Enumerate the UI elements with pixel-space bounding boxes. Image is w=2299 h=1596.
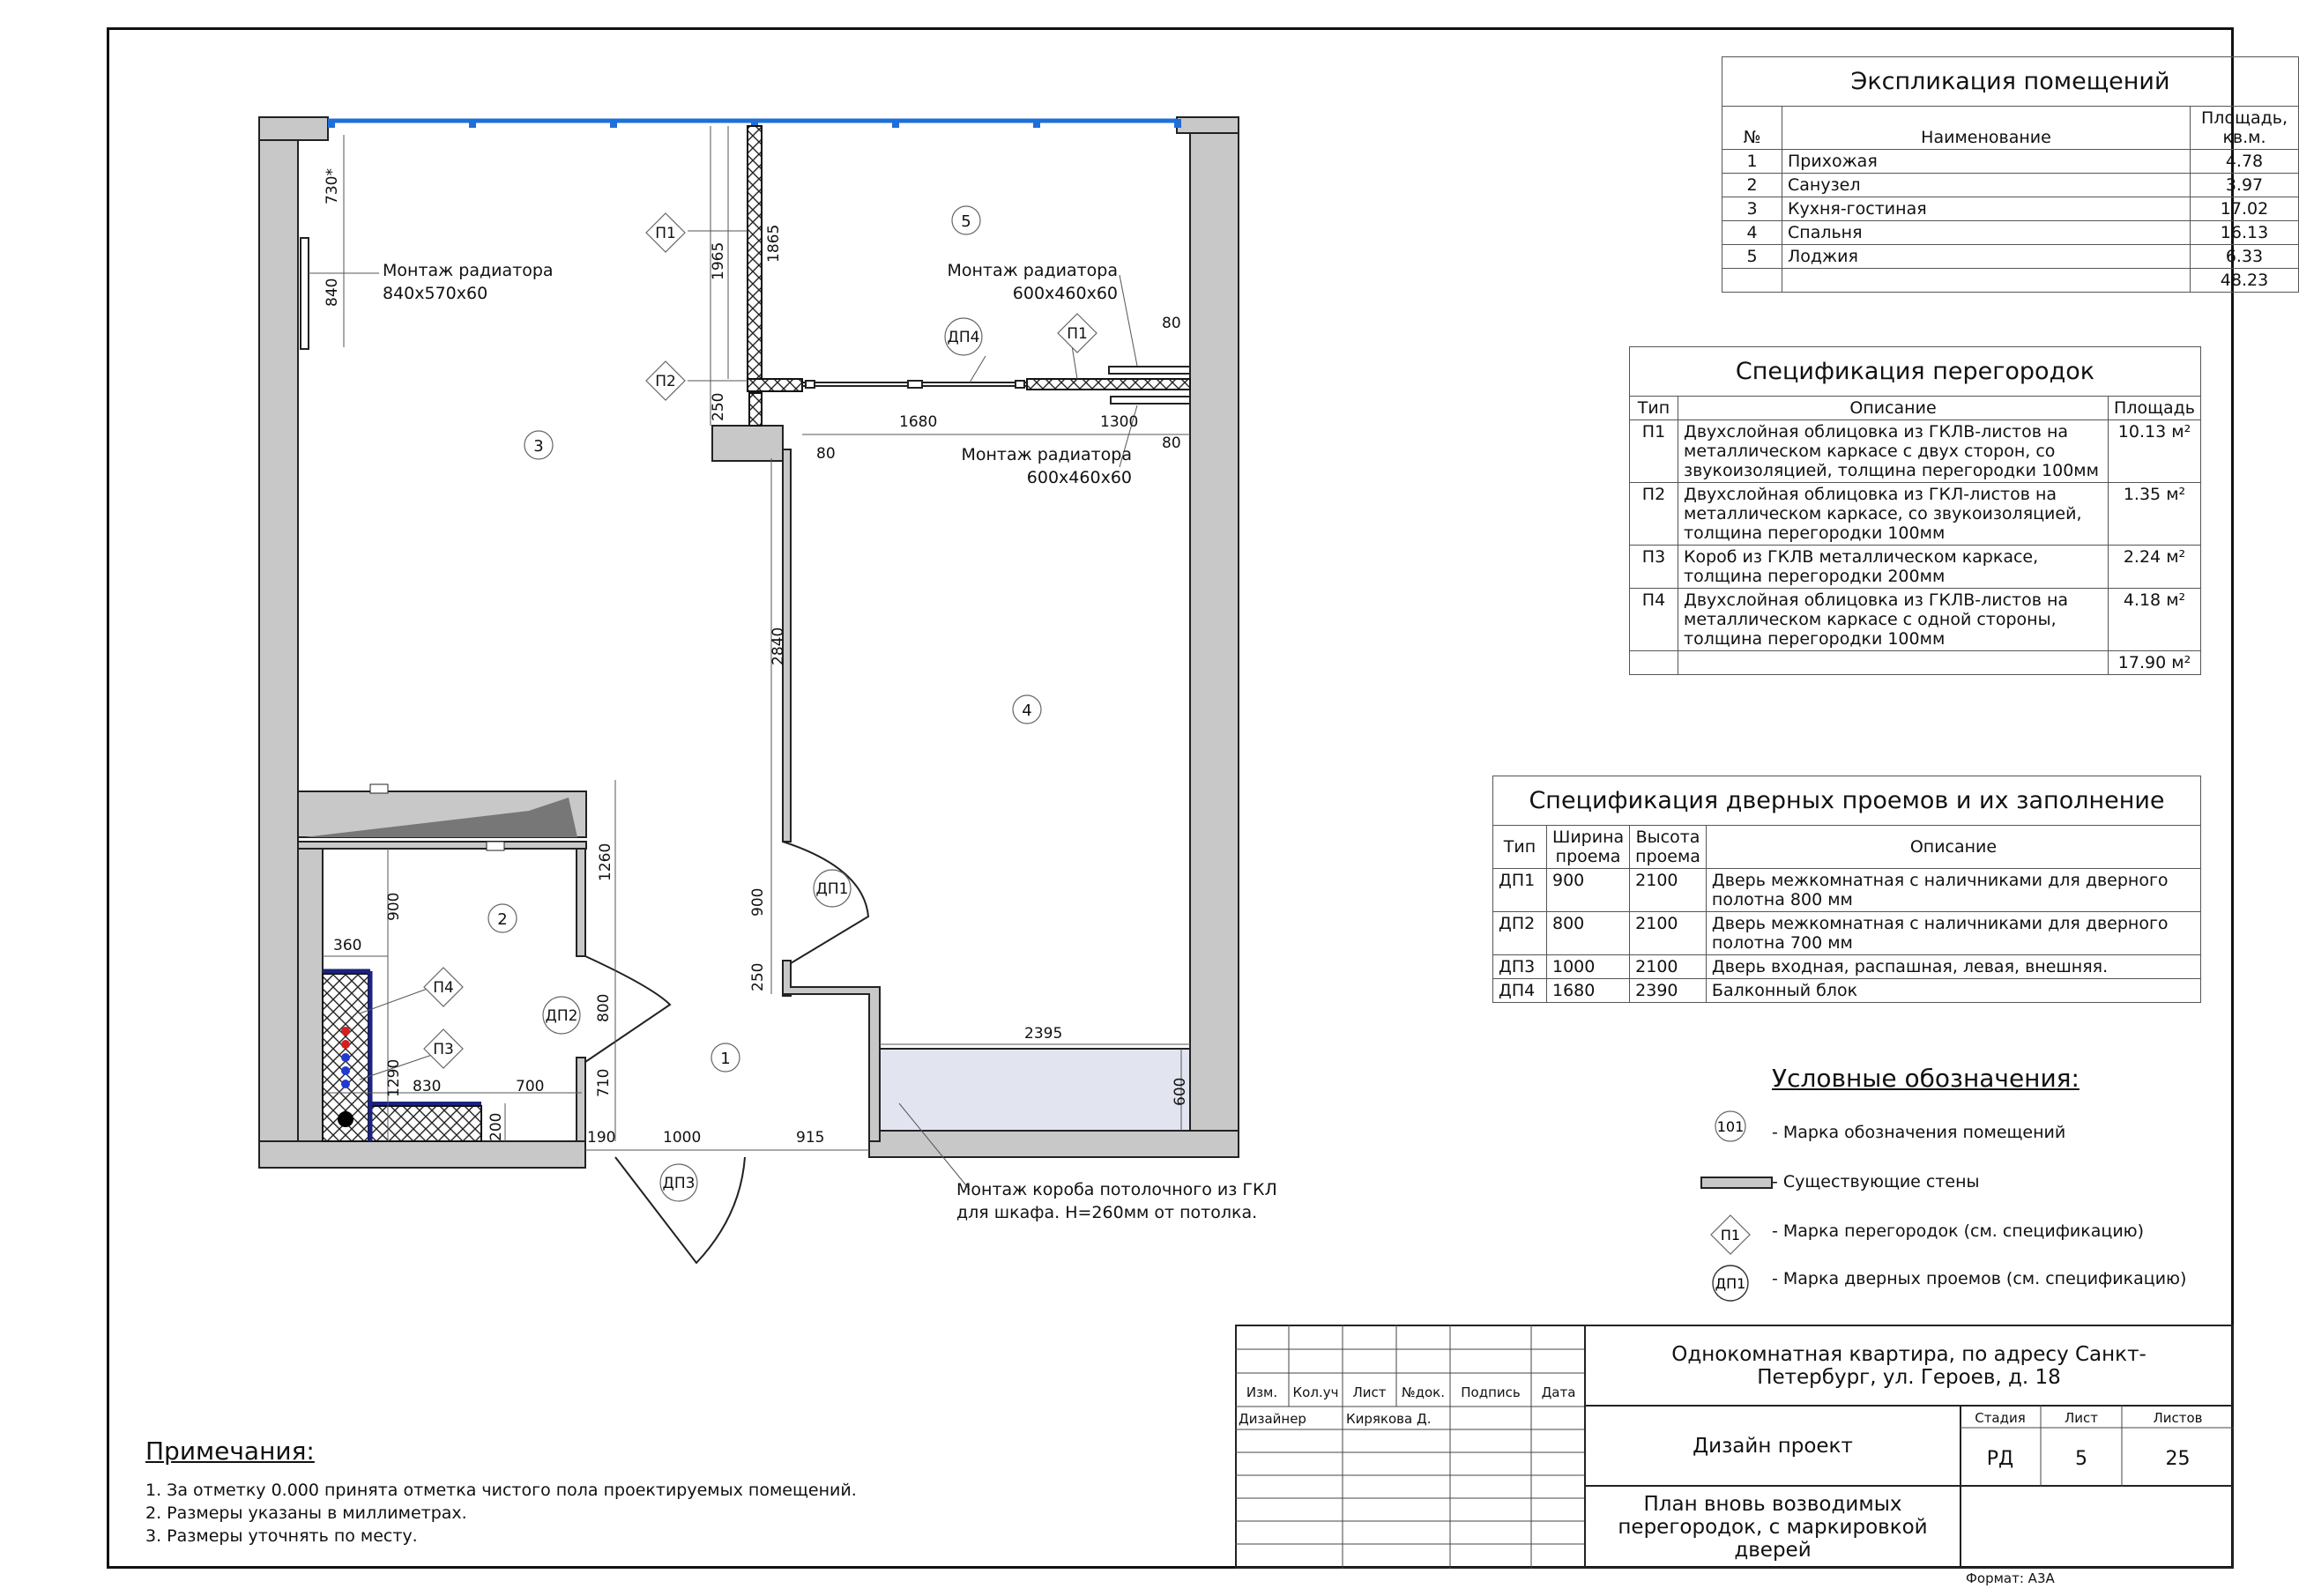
dim-840: 840 xyxy=(324,278,341,307)
partition-table-title: Спецификация перегородок xyxy=(1630,347,2201,397)
door-table-title: Спецификация дверных проемов и их заполнение xyxy=(1493,776,2201,826)
room-name: Санузел xyxy=(1782,174,2191,197)
room-area: 4.78 xyxy=(2191,150,2299,174)
room-mark-1: 1 xyxy=(720,1050,731,1068)
legend-partition-text: - Марка перегородок (см. спецификацию) xyxy=(1772,1221,2145,1241)
door-mark-dp3: ДП3 xyxy=(662,1175,696,1192)
door-width: 900 xyxy=(1547,869,1630,912)
room-name: Кухня-гостиная xyxy=(1782,197,2191,221)
stamp-designer-name: Кирякова Д. xyxy=(1346,1411,1432,1427)
table-row xyxy=(1493,955,2201,979)
part-col-desc: Описание xyxy=(1678,397,2109,420)
table-row xyxy=(1630,420,2201,483)
room-mark-2: 2 xyxy=(497,910,508,929)
table-row xyxy=(1722,174,2299,197)
legend-room-mark: 101 xyxy=(1716,1118,1745,1135)
dim-1300: 1300 xyxy=(1100,413,1139,431)
table-row xyxy=(1722,197,2299,221)
floor-plan xyxy=(0,0,1278,1304)
part-type: П2 xyxy=(1630,483,1678,546)
notes-title: Примечания: xyxy=(145,1436,315,1466)
table-row xyxy=(1722,221,2299,245)
room-no: 3 xyxy=(1722,197,1782,221)
table-row xyxy=(1493,912,2201,955)
stamp-sheet-title: План вновь возводимых перегородок, с маркировкой дверей xyxy=(1584,1485,1961,1569)
note-item: 2. Размеры указаны в миллиметрах. xyxy=(145,1503,467,1523)
stamp-col-date: Дата xyxy=(1541,1384,1576,1400)
dim-1965: 1965 xyxy=(710,241,727,280)
legend-wall-text: - Существующие стены xyxy=(1772,1172,1980,1191)
stamp-stage: РД xyxy=(1986,1448,2014,1470)
room-no: 1 xyxy=(1722,150,1782,174)
door-desc: Балконный блок xyxy=(1706,979,2200,1003)
door-width: 1680 xyxy=(1547,979,1630,1003)
door-mark-dp2: ДП2 xyxy=(545,1007,578,1025)
table-row xyxy=(1630,589,2201,651)
stamp-sheets: 25 xyxy=(2165,1448,2191,1470)
box-note-line1: Монтаж короба потолочного из ГКЛ xyxy=(956,1180,1277,1199)
table-row xyxy=(1722,245,2299,269)
dim-1290: 1290 xyxy=(385,1058,403,1097)
dim-1865: 1865 xyxy=(765,224,783,263)
stamp-stage-label: Стадия xyxy=(1975,1410,2026,1426)
stamp-col-list: Лист xyxy=(1352,1384,1387,1400)
room-explication-table xyxy=(1722,56,2299,293)
partition-mark-p3: П3 xyxy=(433,1041,454,1058)
door-type: ДП2 xyxy=(1493,912,1547,955)
dim-250-a: 250 xyxy=(710,392,727,421)
part-desc: Двухслойная облицовка из ГКЛВ-листов на металлическом каркасе с двух сторон, со звукоизоляцией, толщина перегородки 100мм xyxy=(1678,420,2109,483)
radiator-2-line1: Монтаж радиатора xyxy=(947,261,1118,280)
door-col-width: Ширина проема xyxy=(1547,826,1630,869)
room-no: 4 xyxy=(1722,221,1782,245)
dim-710: 710 xyxy=(595,1068,613,1097)
table-row xyxy=(1630,546,2201,589)
dim-800: 800 xyxy=(595,993,613,1022)
table-row xyxy=(1722,150,2299,174)
room-col-name: Наименование xyxy=(1782,107,2191,150)
room-col-no: № xyxy=(1722,107,1782,150)
radiator-1-line1: Монтаж радиатора xyxy=(383,261,554,280)
legend-door-mark: ДП1 xyxy=(1715,1275,1746,1292)
stamp-col-izm: Изм. xyxy=(1246,1384,1278,1400)
door-spec-table xyxy=(1492,776,2201,1003)
door-desc: Дверь межкомнатная с наличниками для дверного полотна 700 мм xyxy=(1706,912,2200,955)
door-mark-dp4: ДП4 xyxy=(947,329,980,346)
part-type: П4 xyxy=(1630,589,1678,651)
door-height: 2100 xyxy=(1630,955,1707,979)
dim-1000: 1000 xyxy=(663,1129,702,1147)
door-desc: Дверь межкомнатная с наличниками для дверного полотна 800 мм xyxy=(1706,869,2200,912)
table-row xyxy=(1493,979,2201,1003)
room-area: 16.13 xyxy=(2191,221,2299,245)
stamp-col-sign: Подпись xyxy=(1461,1384,1521,1400)
door-type: ДП4 xyxy=(1493,979,1547,1003)
room-no: 2 xyxy=(1722,174,1782,197)
door-col-height: Высота проема xyxy=(1630,826,1707,869)
dim-700: 700 xyxy=(516,1078,545,1095)
notes-list xyxy=(145,1479,857,1548)
part-area: 2.24 м² xyxy=(2109,546,2201,589)
dim-915: 915 xyxy=(796,1129,825,1147)
room-area: 3.97 xyxy=(2191,174,2299,197)
dim-80-a: 80 xyxy=(1162,315,1181,332)
part-col-type: Тип xyxy=(1630,397,1678,420)
balcony-box xyxy=(880,1049,1190,1131)
room-mark-5: 5 xyxy=(961,212,971,231)
legend-door-text: - Марка дверных проемов (см. спецификацию) xyxy=(1772,1269,2187,1288)
radiator-3-line2: 600х460х60 xyxy=(1026,468,1132,487)
dim-80-c: 80 xyxy=(1162,434,1181,452)
title-block xyxy=(1235,1325,2234,1569)
room-area: 17.02 xyxy=(2191,197,2299,221)
dim-730: 730* xyxy=(324,168,341,204)
stamp-col-doc: №док. xyxy=(1402,1384,1445,1400)
door-height: 2100 xyxy=(1630,912,1707,955)
note-item: 3. Размеры уточнять по месту. xyxy=(145,1526,418,1546)
room-name: Спальня xyxy=(1782,221,2191,245)
door-height: 2100 xyxy=(1630,869,1707,912)
dim-1260: 1260 xyxy=(597,843,614,881)
door-type: ДП1 xyxy=(1493,869,1547,912)
dim-200: 200 xyxy=(487,1112,505,1141)
part-type: П3 xyxy=(1630,546,1678,589)
room-area: 6.33 xyxy=(2191,245,2299,269)
partition-mark-p2: П2 xyxy=(655,373,676,390)
partition-mark-p1-a: П1 xyxy=(655,225,676,242)
stamp-designer-label: Дизайнер xyxy=(1239,1411,1306,1427)
radiator-3-line1: Монтаж радиатора xyxy=(961,445,1132,464)
legend-part-mark: П1 xyxy=(1720,1227,1741,1243)
legend-symbols xyxy=(1701,1102,1781,1304)
part-area: 10.13 м² xyxy=(2109,420,2201,483)
stamp-col-kol: Кол.уч xyxy=(1292,1384,1339,1400)
dim-900-b: 900 xyxy=(749,887,767,917)
room-col-area: Площадь, кв.м. xyxy=(2191,107,2299,150)
part-desc: Короб из ГКЛВ металлическом каркасе, толщина перегородки 200мм xyxy=(1678,546,2109,589)
part-desc: Двухслойная облицовка из ГКЛВ-листов на металлическом каркасе с одной стороны, толщина перегородки 100мм xyxy=(1678,589,2109,651)
door-width: 1000 xyxy=(1547,955,1630,979)
dim-1680: 1680 xyxy=(899,413,938,431)
stamp-sheet: 5 xyxy=(2075,1448,2087,1470)
door-height: 2390 xyxy=(1630,979,1707,1003)
dim-600: 600 xyxy=(1172,1077,1189,1106)
legend-room-text: - Марка обозначения помещений xyxy=(1772,1123,2066,1142)
room-total: 48.23 xyxy=(2191,269,2299,293)
room-no: 5 xyxy=(1722,245,1782,269)
door-col-desc: Описание xyxy=(1706,826,2200,869)
radiator-2-line2: 600х460х60 xyxy=(1012,284,1118,303)
stamp-project-type: Дизайн проект xyxy=(1584,1405,1961,1487)
door-width: 800 xyxy=(1547,912,1630,955)
dim-80-b: 80 xyxy=(816,445,836,463)
legend-title: Условные обозначения: xyxy=(1772,1064,2080,1093)
partition-mark-p1-b: П1 xyxy=(1067,325,1088,343)
dim-2840: 2840 xyxy=(770,627,787,665)
room-table-title: Экспликация помещений xyxy=(1722,57,2299,107)
radiator-1-line2: 840х570х60 xyxy=(383,284,488,303)
part-col-area: Площадь xyxy=(2109,397,2201,420)
room-mark-4: 4 xyxy=(1022,701,1032,720)
door-desc: Дверь входная, распашная, левая, внешняя. xyxy=(1706,955,2200,979)
format-label: Формат: А3А xyxy=(1966,1570,2055,1586)
dim-900-a: 900 xyxy=(385,892,403,921)
table-row xyxy=(1493,869,2201,912)
door-col-type: Тип xyxy=(1493,826,1547,869)
note-item: 1. За отметку 0.000 принята отметка чистого пола проектируемых помещений. xyxy=(145,1481,857,1500)
stamp-sheet-label: Лист xyxy=(2064,1410,2098,1426)
room-name: Лоджия xyxy=(1782,245,2191,269)
partition-spec-table xyxy=(1629,346,2201,675)
part-area: 4.18 м² xyxy=(2109,589,2201,651)
dim-250-b: 250 xyxy=(749,962,767,991)
room-mark-3: 3 xyxy=(533,437,544,456)
table-row xyxy=(1630,483,2201,546)
dim-190: 190 xyxy=(587,1129,616,1147)
dim-2395: 2395 xyxy=(1024,1025,1063,1043)
door-type: ДП3 xyxy=(1493,955,1547,979)
room-name: Прихожая xyxy=(1782,150,2191,174)
part-area: 1.35 м² xyxy=(2109,483,2201,546)
part-type: П1 xyxy=(1630,420,1678,483)
stamp-project-title: Однокомнатная квартира, по адресу Санкт-Петербург, ул. Героев, д. 18 xyxy=(1584,1325,2234,1407)
dim-830: 830 xyxy=(413,1078,442,1095)
door-mark-dp1: ДП1 xyxy=(815,880,849,898)
partition-mark-p4: П4 xyxy=(433,979,454,997)
box-note-line2: для шкафа. Н=260мм от потолка. xyxy=(956,1203,1258,1222)
stamp-sheets-label: Листов xyxy=(2153,1410,2203,1426)
part-desc: Двухслойная облицовка из ГКЛ-листов на металлическом каркасе, со звукоизоляцией, толщина перегородки 100мм xyxy=(1678,483,2109,546)
partition-total: 17.90 м² xyxy=(2109,651,2201,675)
dim-360: 360 xyxy=(333,937,362,954)
